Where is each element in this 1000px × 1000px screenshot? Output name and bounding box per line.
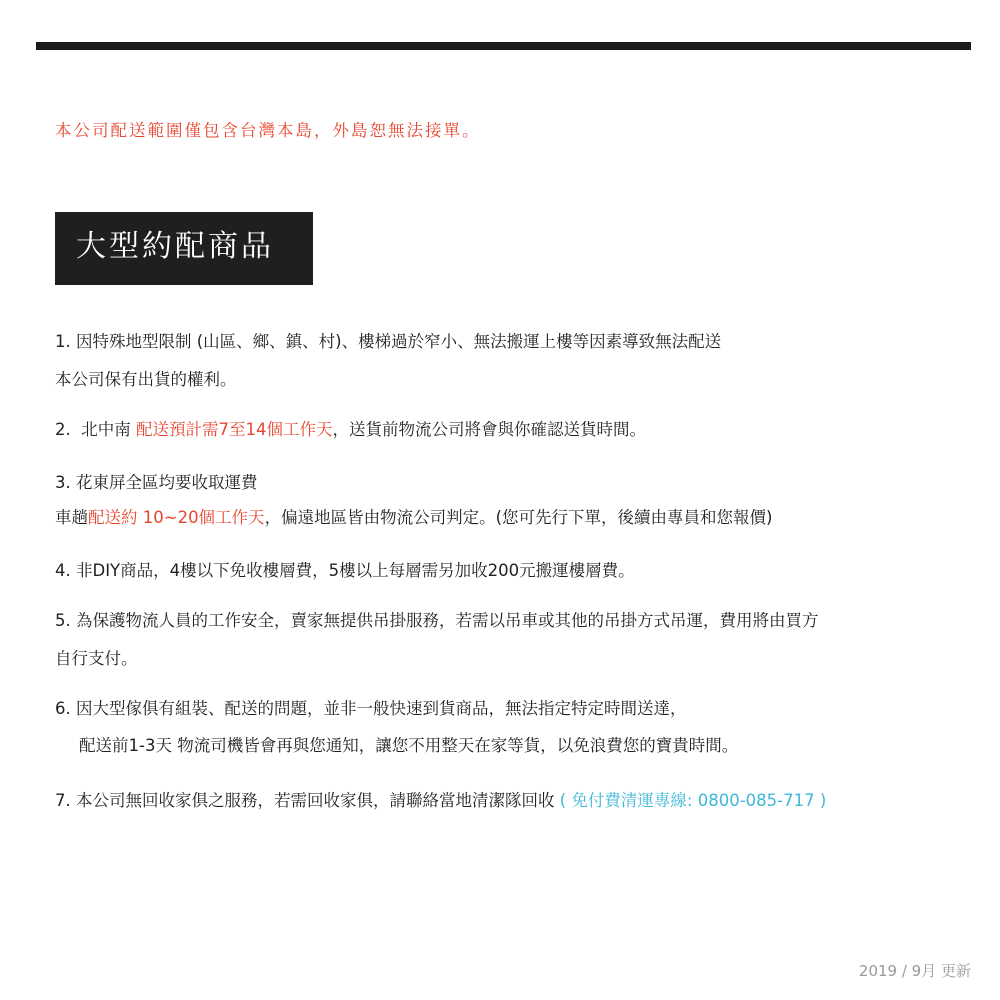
item-5-line-1: 5. 為保護物流人員的工作安全，賣家無提供吊掛服務，若需以吊車或其他的吊掛方式吊運，費用將由買方 [55,611,819,630]
item-2-highlight: 配送預計需7至14個工作天 [135,420,333,439]
item-7-hotline: ( 免付費清運專線: 0800-085-717 ) [559,791,827,810]
shipping-notice: 本公司配送範圍僅包含台灣本島，外島恕無法接單。 [55,121,481,140]
item-6-line-1: 6. 因大型傢俱有組裝、配送的問題，並非一般快速到貨商品，無法指定特定時間送達， [55,699,687,718]
item-1-line-2: 本公司保有出貨的權利。 [55,370,237,389]
item-7 [55,790,826,812]
update-date-note: 2019 / 9月 更新 [858,962,971,980]
item-3-prefix: 車趟 [55,508,88,527]
item-1-line-1: 1. 因特殊地型限制 (山區、鄉、鎮、村)、樓梯過於窄小、無法搬運上樓等因素導致無法配送 [55,332,722,351]
item-6-line-2: 配送前1-3天 物流司機皆會再與您通知，讓您不用整天在家等貨，以免浪費您的寶貴時間。 [79,736,739,755]
item-3-line-2 [55,507,772,529]
item-2-suffix: ，送貨前物流公司將會與你確認送貨時間。 [332,420,646,439]
item-2 [55,419,646,441]
item-4-line-1: 4. 非DIY商品，4樓以下免收樓層費，5樓以上每層需另加收200元搬運樓層費。 [55,561,635,580]
top-divider-bar [36,42,971,50]
item-7-text: 7. 本公司無回收家俱之服務，若需回收家俱，請聯絡當地清潔隊回收 [55,791,560,810]
item-2-prefix: 2. 北中南 [55,420,136,439]
item-3-line-1: 3. 花東屏全區均要收取運費 [55,473,258,492]
item-3-highlight: 配送約 10~20個工作天 [88,508,265,527]
item-5-line-2: 自行支付。 [55,649,138,668]
section-title: 大型約配商品 [76,229,274,264]
item-3-suffix: ，偏遠地區皆由物流公司判定。(您可先行下單，後續由專員和您報價) [264,508,773,527]
